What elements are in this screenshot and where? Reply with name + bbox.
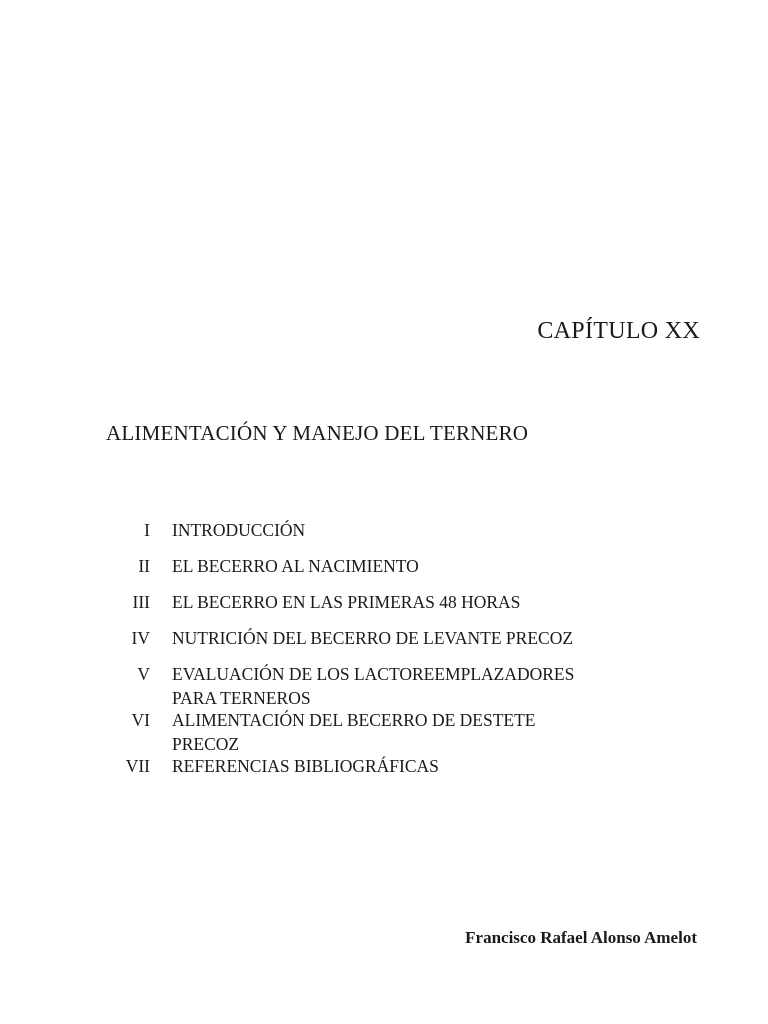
toc-item-1 xyxy=(110,518,710,542)
table-of-contents xyxy=(110,518,710,776)
toc-item-6 xyxy=(110,708,710,756)
toc-text-continued: PARA TERNEROS xyxy=(172,688,311,708)
toc-text: REFERENCIAS BIBLIOGRÁFICAS xyxy=(172,756,439,776)
toc-text: EL BECERRO EN LAS PRIMERAS 48 HORAS xyxy=(172,592,521,612)
toc-number: VI xyxy=(131,710,150,730)
toc-item-5 xyxy=(110,662,710,710)
toc-text: EL BECERRO AL NACIMIENTO xyxy=(172,556,419,576)
chapter-title: ALIMENTACIÓN Y MANEJO DEL TERNERO xyxy=(106,421,529,445)
toc-text: ALIMENTACIÓN DEL BECERRO DE DESTETE xyxy=(172,710,536,730)
toc-item-3 xyxy=(110,590,710,614)
toc-number: I xyxy=(144,520,150,540)
toc-text: INTRODUCCIÓN xyxy=(172,520,306,540)
chapter-heading: CAPÍTULO XX xyxy=(537,318,700,344)
author-name: Francisco Rafael Alonso Amelot xyxy=(465,928,697,947)
toc-item-2 xyxy=(110,554,710,578)
toc-item-4 xyxy=(110,626,710,650)
toc-text: NUTRICIÓN DEL BECERRO DE LEVANTE PRECOZ xyxy=(172,628,574,648)
toc-number: IV xyxy=(131,628,150,648)
toc-number: V xyxy=(137,664,150,684)
toc-number: VII xyxy=(125,756,150,776)
toc-number: III xyxy=(132,592,150,612)
toc-text-continued: PRECOZ xyxy=(172,734,240,754)
toc-text: EVALUACIÓN DE LOS LACTOREEMPLAZADORES xyxy=(172,664,575,684)
toc-item-7 xyxy=(110,754,710,778)
toc-number: II xyxy=(138,556,150,576)
